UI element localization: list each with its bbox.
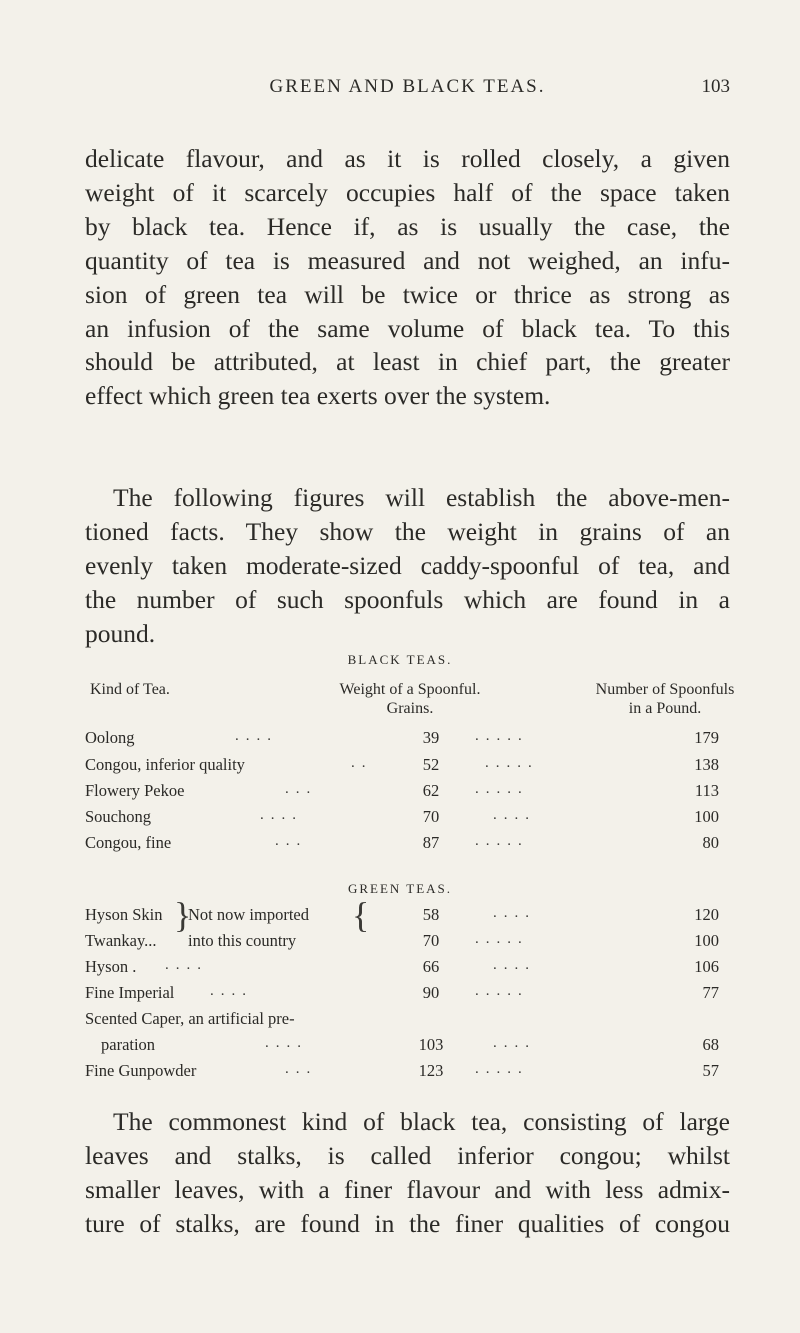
text-line: leaves and stalks, is called inferior congou; whilst bbox=[85, 1140, 730, 1170]
tea-name: Souchong bbox=[85, 807, 151, 826]
text-line: evenly taken moderate-sized caddy-spoonful of tea, and bbox=[85, 550, 730, 580]
text-line: an infusion of the same volume of black tea. To this bbox=[85, 313, 730, 343]
page-header bbox=[85, 76, 730, 106]
text-line: tioned facts. They show the weight in grains of an bbox=[85, 516, 730, 546]
text-line: quantity of tea is measured and not weighed, an infu- bbox=[85, 245, 730, 275]
tea-name: paration bbox=[101, 1035, 156, 1054]
table-row bbox=[85, 728, 745, 753]
tea-weight: 39 bbox=[422, 728, 440, 747]
tea-weight: 62 bbox=[422, 781, 440, 800]
column-count bbox=[560, 680, 770, 718]
table-row bbox=[85, 905, 745, 930]
leader-dots: .... bbox=[265, 1035, 308, 1051]
tea-weight: 58 bbox=[422, 905, 440, 924]
column-kind: Kind of Tea. bbox=[90, 681, 170, 698]
table-row bbox=[85, 1009, 745, 1034]
text-line: by black tea. Hence if, as is usually the case, the bbox=[85, 211, 730, 241]
text-line: smaller leaves, with a finer flavour and with less admix- bbox=[85, 1174, 730, 1204]
leader-dots: .... bbox=[235, 728, 278, 744]
tea-weight: 70 bbox=[422, 931, 440, 950]
left-brace: } bbox=[174, 895, 192, 935]
leader-dots: .... bbox=[493, 807, 536, 823]
tea-count: 138 bbox=[694, 755, 719, 774]
tea-count: 100 bbox=[694, 807, 719, 826]
column-weight bbox=[290, 680, 530, 718]
text-line-content: The following figures will establish the above-men- bbox=[113, 483, 730, 512]
page-number: 103 bbox=[701, 76, 730, 97]
black-teas-heading: BLACK TEAS. bbox=[347, 652, 453, 667]
text-line: sion of green tea will be twice or thrice as strong as bbox=[85, 279, 730, 309]
tea-name: Congou, fine bbox=[85, 833, 172, 852]
leader-dots: ... bbox=[285, 1061, 318, 1077]
brace-note: Not now imported bbox=[188, 905, 309, 924]
leader-dots: ..... bbox=[475, 1061, 529, 1077]
paragraph-2 bbox=[85, 481, 730, 651]
tea-weight: 52 bbox=[422, 755, 440, 774]
right-brace: { bbox=[352, 895, 370, 935]
table-row bbox=[85, 983, 745, 1008]
leader-dots: .... bbox=[493, 1035, 536, 1051]
column-weight-line-1: Weight of a Spoonful. bbox=[339, 681, 481, 698]
leader-dots: ..... bbox=[475, 781, 529, 797]
tea-name: Fine Gunpowder bbox=[85, 1061, 197, 1080]
leader-dots: ..... bbox=[485, 755, 539, 771]
paragraph-1 bbox=[85, 142, 730, 413]
table-row bbox=[85, 807, 745, 832]
tea-name: Congou, inferior quality bbox=[85, 755, 245, 774]
leader-dots: ... bbox=[285, 781, 318, 797]
leader-dots: ..... bbox=[475, 983, 529, 999]
tea-count: 77 bbox=[702, 983, 719, 1002]
leader-dots: .. bbox=[351, 755, 373, 771]
text-line: effect which green tea exerts over the system. bbox=[85, 381, 551, 411]
leader-dots: .... bbox=[260, 807, 303, 823]
running-title: GREEN AND BLACK TEAS. bbox=[269, 76, 546, 97]
tea-name: Oolong bbox=[85, 728, 135, 747]
tea-count: 100 bbox=[694, 931, 719, 950]
column-count-line-1: Number of Spoonfuls bbox=[595, 681, 735, 698]
leader-dots: .... bbox=[493, 957, 536, 973]
tea-name: Twankay... bbox=[85, 931, 157, 950]
tea-count: 113 bbox=[694, 781, 719, 800]
leader-dots: .... bbox=[165, 957, 208, 973]
green-teas-heading: GREEN TEAS. bbox=[347, 881, 453, 896]
tea-count: 80 bbox=[702, 833, 719, 852]
tea-weight: 70 bbox=[422, 807, 440, 826]
text-line: ture of stalks, are found in the finer qualities of congou bbox=[85, 1208, 730, 1238]
table-row bbox=[85, 833, 745, 858]
text-line-content: The commonest kind of black tea, consisting of large bbox=[113, 1107, 730, 1136]
table-row bbox=[85, 755, 745, 780]
leader-dots: .... bbox=[210, 983, 253, 999]
table-row bbox=[85, 1061, 745, 1086]
text-line: pound. bbox=[85, 618, 156, 648]
tea-name: Scented Caper, an artificial pre- bbox=[85, 1009, 295, 1028]
column-count-line-2: in a Pound. bbox=[628, 700, 702, 717]
leader-dots: ... bbox=[275, 833, 308, 849]
tea-name: Flowery Pekoe bbox=[85, 781, 185, 800]
tea-weight: 103 bbox=[418, 1035, 444, 1054]
table-row bbox=[85, 957, 745, 982]
tea-name: Hyson Skin bbox=[85, 905, 163, 924]
text-line: delicate flavour, and as it is rolled closely, a given bbox=[85, 144, 730, 173]
paragraph-3 bbox=[85, 1105, 730, 1241]
tea-weight: 66 bbox=[422, 957, 440, 976]
tea-weight: 87 bbox=[422, 833, 440, 852]
text-line: weight of it scarcely occupies half of the space taken bbox=[85, 177, 730, 207]
tea-count: 68 bbox=[702, 1035, 719, 1054]
tea-count: 57 bbox=[702, 1061, 719, 1080]
tea-weight: 123 bbox=[418, 1061, 444, 1080]
text-line: should be attributed, at least in chief part, the greater bbox=[85, 347, 730, 377]
table-row bbox=[85, 931, 745, 956]
brace-note: into this country bbox=[188, 931, 297, 950]
leader-dots: ..... bbox=[475, 833, 529, 849]
tea-name: Hyson . bbox=[85, 957, 137, 976]
leader-dots: ..... bbox=[475, 931, 529, 947]
text-line: the number of such spoonfuls which are found in a bbox=[85, 584, 730, 614]
table-row bbox=[85, 1035, 745, 1060]
tea-weight: 90 bbox=[422, 983, 440, 1002]
tea-name: Fine Imperial bbox=[85, 983, 175, 1002]
table-row bbox=[85, 781, 745, 806]
tea-count: 179 bbox=[694, 728, 719, 747]
tea-count: 120 bbox=[694, 905, 719, 924]
column-weight-line-2: Grains. bbox=[386, 700, 434, 717]
leader-dots: .... bbox=[493, 905, 536, 921]
tea-count: 106 bbox=[694, 957, 719, 976]
text-line bbox=[85, 481, 730, 515]
leader-dots: ..... bbox=[475, 728, 529, 744]
text-line bbox=[85, 1105, 730, 1139]
